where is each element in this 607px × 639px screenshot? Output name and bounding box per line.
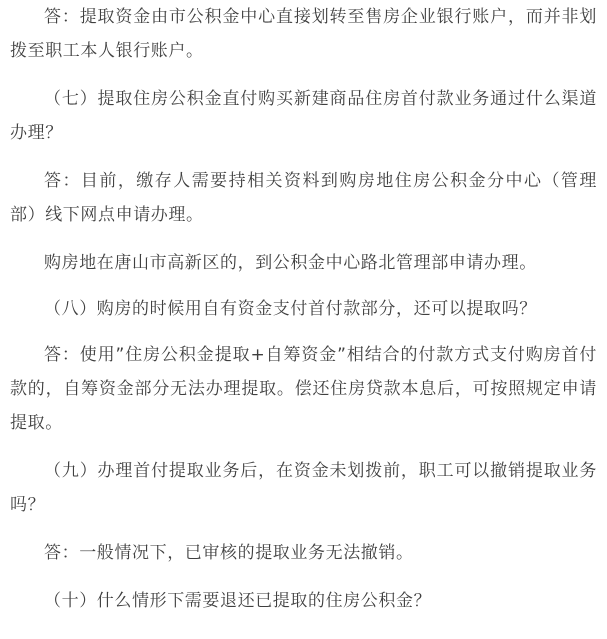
faq-document bbox=[10, 0, 597, 632]
answer-paragraph: 答：一般情况下，已审核的提取业务无法撤销。 bbox=[44, 543, 414, 563]
answer-paragraph: 答：目前，缴存人需要持相关资料到购房地住房公积金分中心（管理部）线下网点申请办理。 bbox=[10, 171, 597, 225]
note-paragraph: 购房地在唐山市高新区的，到公积金中心路北管理部申请办理。 bbox=[44, 253, 537, 273]
answer-paragraph: 答：提取资金由市公积金中心直接划转至售房企业银行账户，而并非划拨至职工本人银行账户。 bbox=[10, 7, 597, 61]
answer-paragraph: 答：使用”住房公积金提取+自筹资金”相结合的付款方式支付购房首付款的，自筹资金部分无法办理提取。偿还住房贷款本息后，可按照规定申请提取。 bbox=[10, 345, 597, 433]
question-paragraph-10: （十）什么情形下需要退还已提取的住房公积金？ bbox=[44, 591, 432, 611]
question-paragraph-9: （九）办理首付提取业务后，在资金未划拨前，职工可以撤销提取业务吗？ bbox=[10, 461, 597, 515]
question-paragraph-7: （七）提取住房公积金直付购买新建商品住房首付款业务通过什么渠道办理？ bbox=[10, 89, 597, 143]
question-paragraph-8: （八）购房的时候用自有资金支付首付款部分，还可以提取吗？ bbox=[44, 299, 537, 319]
